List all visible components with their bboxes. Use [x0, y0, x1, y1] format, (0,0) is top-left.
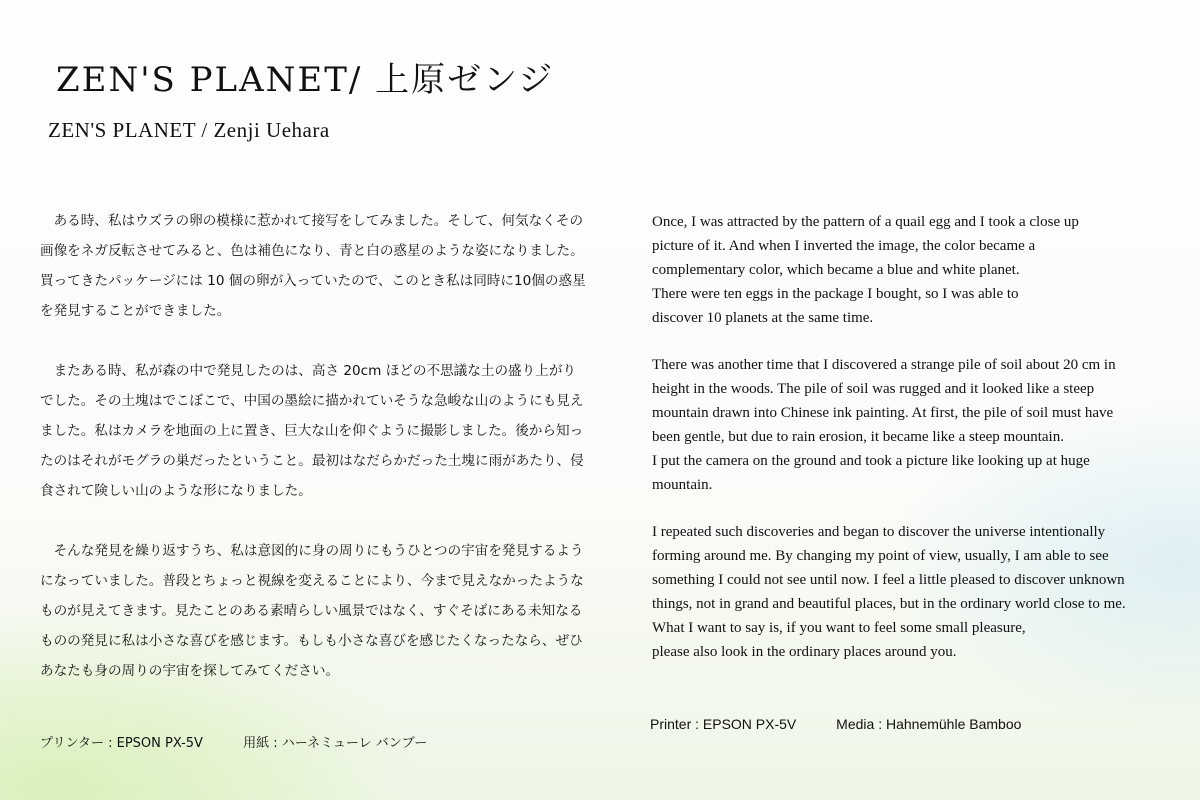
- english-paragraph-1: [652, 210, 1182, 330]
- english-media-info: Media : Hahnemühle Bamboo: [836, 716, 1022, 732]
- text-line: mountain.: [652, 477, 713, 493]
- text-line: mountain drawn into Chinese ink painting. At first, the pile of soil must have: [652, 405, 1114, 421]
- japanese-text-column: [40, 206, 588, 716]
- text-line: There was another time that I discovered a strange pile of soil about 20 cm in: [652, 357, 1116, 373]
- text-line: There were ten eggs in the package I bought, so I was able to: [652, 286, 1019, 302]
- text-line: picture of it. And when I inverted the image, the color became a: [652, 238, 1036, 254]
- text-line: discover 10 planets at the same time.: [652, 310, 874, 326]
- english-text-column: [652, 210, 1182, 687]
- text-line: been gentle, but due to rain erosion, it became like a steep mountain.: [652, 429, 1064, 445]
- text-line: Once, I was attracted by the pattern of a quail egg and I took a close up: [652, 214, 1079, 230]
- text-line: things, not in grand and beautiful places, but in the ordinary world close to me.: [652, 596, 1126, 612]
- text-line: height in the woods. The pile of soil was rugged and it looked like a steep: [652, 381, 1095, 397]
- text-line: What I want to say is, if you want to feel some small pleasure,: [652, 620, 1026, 636]
- text-line: I repeated such discoveries and began to discover the universe intentionally: [652, 524, 1106, 540]
- text-line: I put the camera on the ground and took a picture like looking up at huge: [652, 453, 1090, 469]
- text-line: complementary color, which became a blue and white planet.: [652, 262, 1020, 278]
- english-paragraph-2: [652, 353, 1182, 497]
- english-printer-info: Printer : EPSON PX-5V: [650, 716, 797, 732]
- text-line: please also look in the ordinary places around you.: [652, 644, 957, 660]
- japanese-paragraph-3: そんな発見を繰り返すうち、私は意図的に身の周りにもうひとつの宇宙を発見するようになっていました。普段とちょっと視線を変えることにより、今まで見えなかったようなものが見えてきます。見たことのある素晴らしい風景ではなく、すぐそばにある未知なるものの発見に私は小さな喜びを感じます。もしも小さな喜びを感じたくなったなら、ぜひあなたも身の周りの宇宙を探してみてください。: [40, 543, 584, 679]
- text-line: forming around me. By changing my point of view, usually, I am able to see: [652, 548, 1109, 564]
- japanese-paragraph-1: ある時、私はウズラの卵の模様に惹かれて接写をしてみました。そして、何気なくその画像をネガ反転させてみると、色は補色になり、青と白の惑星のような姿になりました。買ってきたパッケージには 10 個の卵が入っていたので、このとき私は同時に10個の惑星を発見することができました。: [40, 213, 586, 319]
- english-paragraph-3: [652, 520, 1182, 664]
- page-title: ZEN'S PLANET/ 上原ゼンジ: [56, 60, 555, 100]
- page-subtitle: ZEN'S PLANET / Zenji Uehara: [48, 118, 330, 142]
- text-line: something I could not see until now. I feel a little pleased to discover unknown: [652, 572, 1125, 588]
- japanese-footer: [40, 732, 427, 751]
- japanese-printer-info: プリンター : EPSON PX-5V: [40, 736, 203, 751]
- japanese-media-info: 用紙 : ハーネミューレ バンブー: [243, 736, 428, 751]
- english-footer: [650, 716, 1021, 732]
- japanese-paragraph-2: またある時、私が森の中で発見したのは、高さ 20cm ほどの不思議な土の盛り上がりでした。その土塊はでこぼこで、中国の墨絵に描かれていそうな急峻な山のようにも見えました。私はカメラを地面の上に置き、巨大な山を仰ぐように撮影しました。後から知ったのはそれがモグラの巣だったということ。最初はなだらかだった土塊に雨があたり、侵食されて険しい山のような形になりました。: [40, 363, 584, 499]
